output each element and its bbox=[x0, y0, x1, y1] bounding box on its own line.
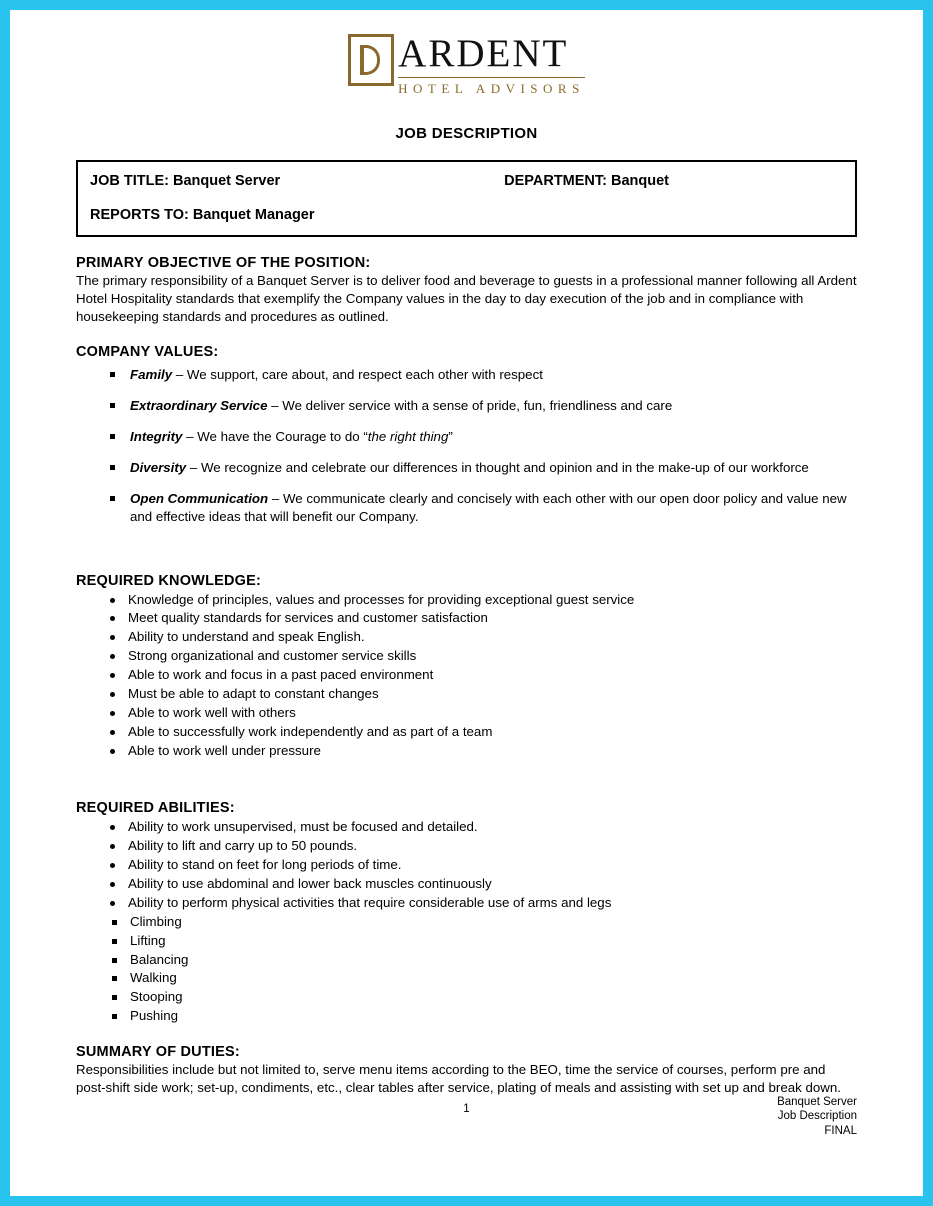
value-text: – We have the Courage to do “ bbox=[182, 428, 368, 444]
company-values-heading: COMPANY VALUES: bbox=[76, 343, 219, 360]
footer-line: Banquet Server bbox=[777, 1095, 857, 1108]
required-abilities-heading: REQUIRED ABILITIES: bbox=[76, 800, 235, 817]
list-item: Able to successfully work independently and as part of a team bbox=[102, 723, 857, 742]
primary-objective-heading: PRIMARY OBJECTIVE OF THE POSITION: bbox=[76, 255, 371, 272]
list-item bbox=[102, 459, 857, 477]
list-item: Ability to lift and carry up to 50 pounds. bbox=[102, 837, 857, 856]
required-abilities-list bbox=[76, 818, 857, 912]
list-item: Ability to understand and speak English. bbox=[102, 628, 857, 647]
required-knowledge-list bbox=[76, 591, 857, 761]
value-text: – We recognize and celebrate our differences in thought and opinion and in the make-up of our workforce bbox=[186, 459, 809, 475]
job-header-row-1 bbox=[90, 172, 843, 192]
list-item: Lifting bbox=[104, 932, 857, 951]
brand-tagline: HOTEL ADVISORS bbox=[398, 81, 585, 96]
list-item bbox=[102, 397, 857, 415]
value-term: Diversity bbox=[130, 459, 187, 475]
value-term: Integrity bbox=[130, 428, 183, 444]
value-term: Family bbox=[130, 366, 173, 382]
page-title: JOB DESCRIPTION bbox=[395, 125, 538, 142]
section-required-abilities bbox=[76, 800, 857, 1026]
list-item: Ability to perform physical activities that require considerable use of arms and legs bbox=[102, 894, 857, 913]
physical-activities-sublist bbox=[76, 913, 857, 1026]
company-logo bbox=[76, 32, 857, 97]
summary-of-duties-text: Responsibilities include but not limited to, serve menu items according to the BEO, time the service of courses, perform pre and post-shift side work; set-up, condiments, etc., clear tables after service, plating of meals and assisting with set up and break down. bbox=[76, 1062, 841, 1095]
value-text-tail: ” bbox=[448, 428, 453, 444]
list-item: Stooping bbox=[104, 988, 857, 1007]
job-header-row-2 bbox=[90, 206, 843, 226]
logo-wordmark bbox=[398, 32, 585, 97]
brand-name: ARDENT bbox=[398, 32, 569, 75]
value-text: – We support, care about, and respect each other with respect bbox=[172, 366, 543, 382]
list-item: Meet quality standards for services and customer satisfaction bbox=[102, 609, 857, 628]
summary-of-duties-heading: SUMMARY OF DUTIES: bbox=[76, 1044, 240, 1061]
list-item bbox=[102, 428, 857, 446]
list-item: Ability to work unsupervised, must be focused and detailed. bbox=[102, 818, 857, 837]
list-item: Ability to use abdominal and lower back muscles continuously bbox=[102, 875, 857, 894]
reports-to-field: REPORTS TO: Banquet Manager bbox=[90, 206, 315, 223]
logo-inner bbox=[348, 32, 585, 97]
list-item bbox=[102, 490, 857, 526]
list-item: Able to work well with others bbox=[102, 704, 857, 723]
list-item: Climbing bbox=[104, 913, 857, 932]
ardent-monogram-icon bbox=[348, 34, 394, 86]
value-emphasis: the right thing bbox=[367, 428, 449, 444]
list-item: Able to work and focus in a past paced environment bbox=[102, 666, 857, 685]
job-title-field: JOB TITLE: Banquet Server bbox=[90, 173, 281, 189]
footer-line: FINAL bbox=[824, 1124, 857, 1137]
section-summary-of-duties bbox=[76, 1044, 857, 1097]
logo-divider bbox=[398, 77, 585, 78]
document-sheet bbox=[10, 10, 923, 1196]
list-item: Must be able to adapt to constant changes bbox=[102, 685, 857, 704]
footer-line: Job Description bbox=[777, 1110, 857, 1123]
list-item: Pushing bbox=[104, 1007, 857, 1026]
list-item: Walking bbox=[104, 969, 857, 988]
value-text: – We deliver service with a sense of pride, fun, friendliness and care bbox=[267, 397, 673, 413]
section-required-knowledge bbox=[76, 573, 857, 761]
primary-objective-text: The primary responsibility of a Banquet Server is to deliver food and beverage to guests in a professional manner following all Ardent Hotel Hospitality standards that exemplify the Company values in the day to day execution of the job and in compliance with housekeeping standards and procedures as outlined. bbox=[76, 273, 857, 324]
page-number: 1 bbox=[463, 1102, 470, 1115]
list-item: Ability to stand on feet for long periods of time. bbox=[102, 856, 857, 875]
company-values-list bbox=[76, 366, 857, 526]
value-text: – We communicate clearly and concisely with each other with our open door policy and value new and effective ideas that will benefit our Company. bbox=[130, 490, 847, 524]
document-footer bbox=[777, 1095, 857, 1138]
list-item: Strong organizational and customer service skills bbox=[102, 647, 857, 666]
list-item bbox=[102, 366, 857, 384]
section-company-values bbox=[76, 344, 857, 526]
list-item: Balancing bbox=[104, 951, 857, 970]
list-item: Knowledge of principles, values and processes for providing exceptional guest service bbox=[102, 591, 857, 610]
required-knowledge-heading: REQUIRED KNOWLEDGE: bbox=[76, 572, 262, 589]
list-item: Able to work well under pressure bbox=[102, 742, 857, 761]
job-header-box bbox=[76, 160, 857, 237]
department-field: DEPARTMENT: Banquet bbox=[504, 173, 670, 189]
value-term: Open Communication bbox=[130, 490, 269, 506]
section-primary-objective bbox=[76, 255, 857, 326]
value-term: Extraordinary Service bbox=[130, 397, 268, 413]
